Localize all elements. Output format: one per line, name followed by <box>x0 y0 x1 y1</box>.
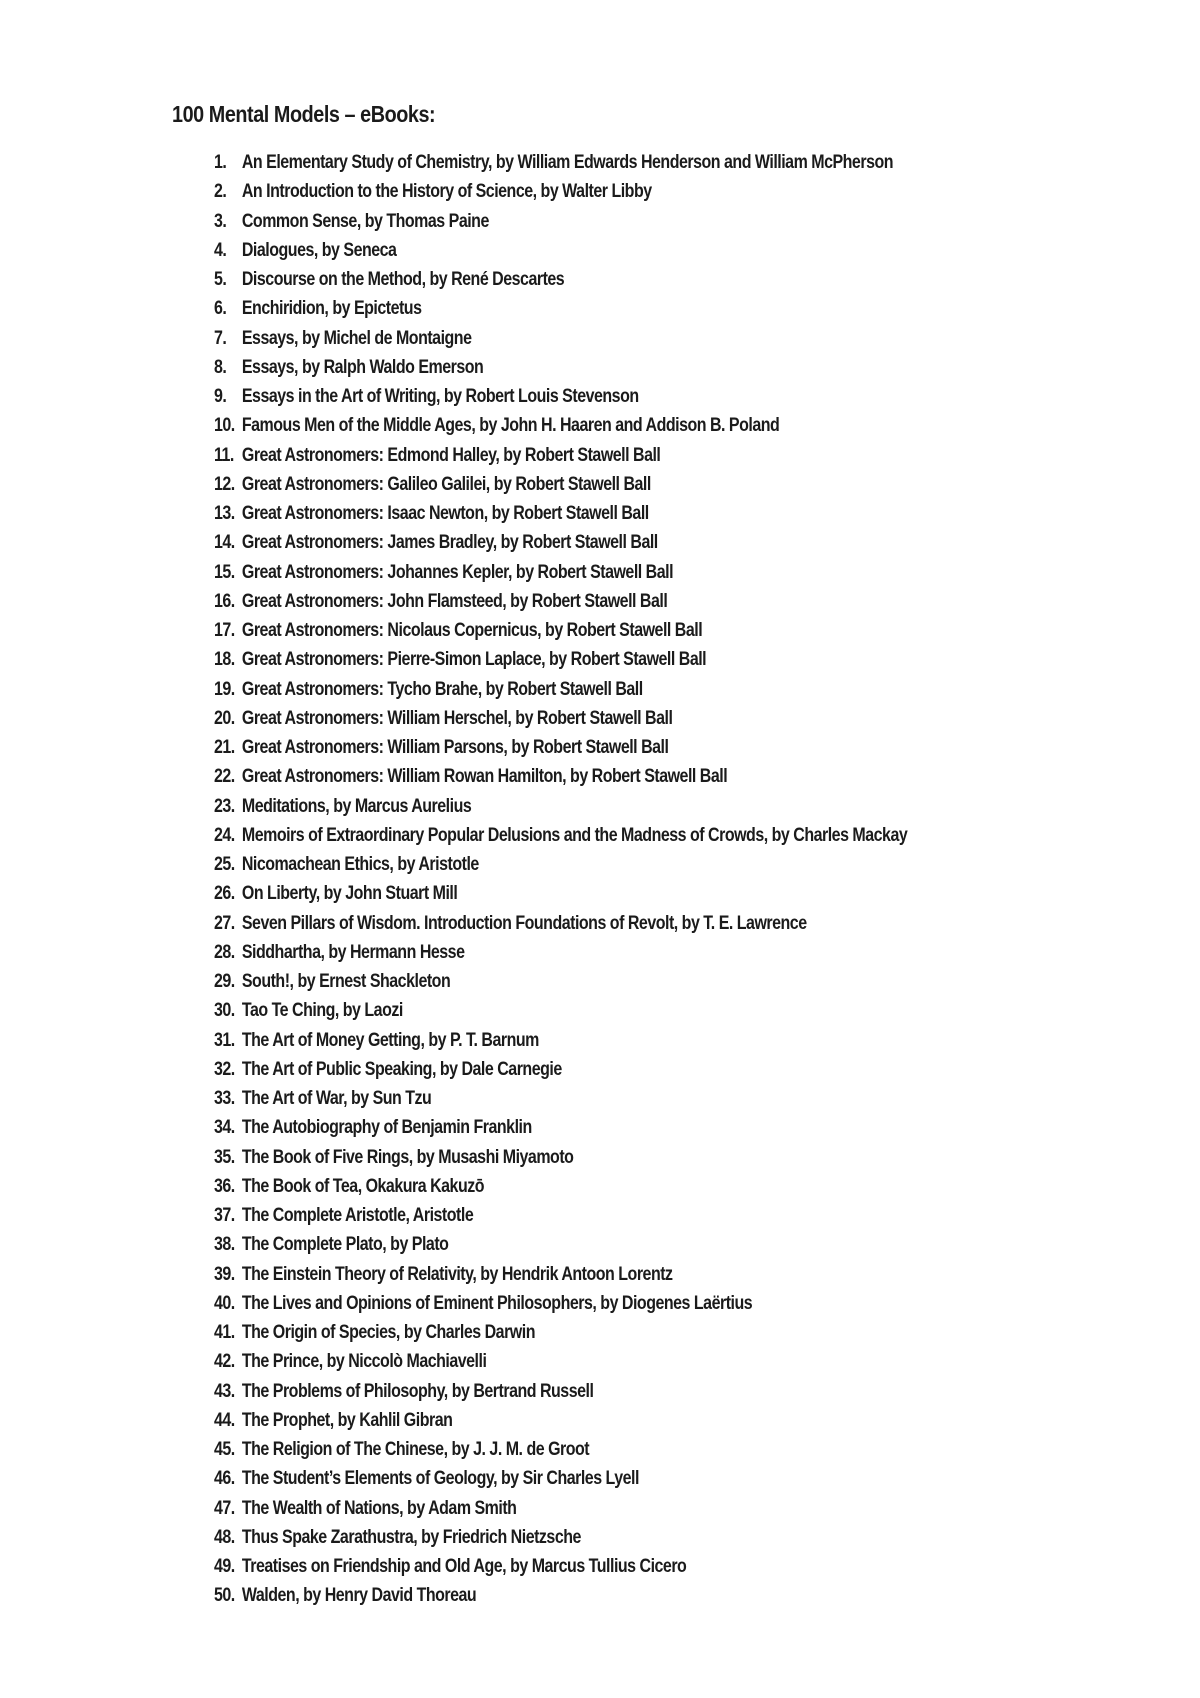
list-item <box>214 1201 907 1230</box>
list-item <box>214 1055 907 1084</box>
list-item-text: Great Astronomers: Isaac Newton, by Robert Stawell Ball <box>241 502 649 524</box>
list-item-number: 40. <box>214 1291 235 1314</box>
list-item-text: Seven Pillars of Wisdom. Introduction Foundations of Revolt, by T. E. Lawrence <box>241 911 807 934</box>
list-item-number: 50. <box>214 1584 235 1607</box>
list-item-number: 30. <box>214 999 235 1022</box>
list-item-number: 15. <box>214 560 235 583</box>
list-item-number: 29. <box>214 970 235 992</box>
list-item-text: Walden, by Henry David Thoreau <box>241 1584 477 1607</box>
list-item-number: 7. <box>214 326 227 349</box>
list-item <box>214 1289 907 1318</box>
list-item <box>214 1318 907 1347</box>
list-item-number: 36. <box>214 1174 235 1197</box>
list-item <box>214 1377 907 1406</box>
list-item <box>214 1552 907 1581</box>
list-item-text: Famous Men of the Middle Ages, by John H. Haaren and Addison B. Poland <box>241 414 780 437</box>
list-item-number: 21. <box>214 736 235 758</box>
list-item-number: 49. <box>214 1555 235 1577</box>
list-item-text: Dialogues, by Seneca <box>241 238 397 261</box>
list-item <box>214 1026 907 1055</box>
list-item-number: 26. <box>214 882 235 905</box>
list-item-text: The Einstein Theory of Relativity, by Hendrik Antoon Lorentz <box>241 1262 673 1285</box>
list-item-number: 8. <box>214 355 227 378</box>
list-item <box>214 294 907 323</box>
list-item-text: Meditations, by Marcus Aurelius <box>241 794 472 817</box>
list-item-text: The Prince, by Niccolò Machiavelli <box>241 1350 487 1373</box>
book-list <box>214 148 1059 1611</box>
list-item-text: Siddhartha, by Hermann Hesse <box>241 940 465 963</box>
list-item <box>214 587 907 616</box>
list-item <box>214 470 907 499</box>
list-item-number: 10. <box>214 414 235 437</box>
list-item <box>214 850 907 879</box>
list-item <box>214 207 907 236</box>
list-item-number: 18. <box>214 648 235 671</box>
list-item-number: 39. <box>214 1262 235 1285</box>
list-item-text: Treatises on Friendship and Old Age, by Marcus Tullius Cicero <box>241 1555 687 1577</box>
list-item <box>214 704 907 733</box>
list-item <box>214 558 907 587</box>
list-item-number: 35. <box>214 1145 235 1168</box>
list-item-text: The Wealth of Nations, by Adam Smith <box>241 1496 517 1519</box>
list-item <box>214 441 907 470</box>
list-item <box>214 528 907 557</box>
list-item <box>214 177 907 206</box>
list-item-text: An Elementary Study of Chemistry, by William Edwards Henderson and William McPherson <box>241 151 894 173</box>
list-item <box>214 1523 907 1552</box>
list-item <box>214 265 907 294</box>
list-item-text: The Problems of Philosophy, by Bertrand Russell <box>241 1379 594 1402</box>
list-item-text: The Student’s Elements of Geology, by Sir Charles Lyell <box>241 1467 639 1490</box>
list-item-number: 1. <box>214 151 227 173</box>
list-item-number: 43. <box>214 1379 235 1402</box>
list-item-text: Discourse on the Method, by René Descartes <box>241 268 565 290</box>
list-item-text: The Complete Plato, by Plato <box>241 1233 449 1256</box>
list-item-number: 9. <box>214 385 227 407</box>
list-item-number: 42. <box>214 1350 235 1373</box>
list-item <box>214 1494 907 1523</box>
list-item <box>214 967 907 996</box>
list-item <box>214 733 907 762</box>
list-item-text: Memoirs of Extraordinary Popular Delusions and the Madness of Crowds, by Charles Mackay <box>241 823 908 846</box>
list-item <box>214 1260 907 1289</box>
list-item-text: Tao Te Ching, by Laozi <box>241 999 403 1022</box>
list-item-text: The Art of Public Speaking, by Dale Carnegie <box>241 1057 562 1080</box>
list-item-number: 25. <box>214 853 235 875</box>
list-item-text: Common Sense, by Thomas Paine <box>241 209 489 232</box>
list-item-number: 24. <box>214 823 235 846</box>
list-item <box>214 1347 907 1376</box>
list-item-text: The Art of Money Getting, by P. T. Barnum <box>241 1028 539 1051</box>
list-item-number: 19. <box>214 677 235 700</box>
list-item <box>214 1172 907 1201</box>
list-item-number: 37. <box>214 1204 235 1226</box>
list-item-text: South!, by Ernest Shackleton <box>241 970 451 992</box>
list-item-number: 20. <box>214 706 235 729</box>
list-item-number: 44. <box>214 1408 235 1431</box>
list-item-number: 41. <box>214 1321 235 1343</box>
list-item-text: Essays, by Ralph Waldo Emerson <box>241 355 484 378</box>
list-item <box>214 353 907 382</box>
list-item-text: The Religion of The Chinese, by J. J. M. de Groot <box>241 1438 590 1460</box>
list-item-text: The Complete Aristotle, Aristotle <box>241 1204 474 1226</box>
list-item-number: 28. <box>214 940 235 963</box>
list-item-number: 12. <box>214 472 235 495</box>
list-item-text: Essays in the Art of Writing, by Robert Louis Stevenson <box>241 385 639 407</box>
list-item-number: 16. <box>214 589 235 612</box>
list-item <box>214 382 907 411</box>
list-item <box>214 1581 907 1610</box>
list-item <box>214 645 907 674</box>
list-item-text: The Prophet, by Kahlil Gibran <box>241 1408 453 1431</box>
list-item-number: 17. <box>214 619 235 641</box>
list-item-number: 4. <box>214 238 227 261</box>
list-item-text: Great Astronomers: Edmond Halley, by Robert Stawell Ball <box>241 443 661 466</box>
list-item-number: 32. <box>214 1057 235 1080</box>
list-item-text: Great Astronomers: James Bradley, by Robert Stawell Ball <box>241 531 658 554</box>
list-item-number: 6. <box>214 297 227 320</box>
list-item <box>214 675 907 704</box>
list-item-text: Nicomachean Ethics, by Aristotle <box>241 853 479 875</box>
list-item-number: 38. <box>214 1233 235 1256</box>
list-item <box>214 236 907 265</box>
list-item <box>214 879 907 908</box>
list-item-text: The Autobiography of Benjamin Franklin <box>241 1116 532 1139</box>
list-item-text: The Art of War, by Sun Tzu <box>241 1087 432 1109</box>
list-item-text: Great Astronomers: Galileo Galilei, by Robert Stawell Ball <box>241 472 651 495</box>
list-item-text: Great Astronomers: William Herschel, by Robert Stawell Ball <box>241 706 673 729</box>
list-item <box>214 909 907 938</box>
list-item-text: The Book of Five Rings, by Musashi Miyamoto <box>241 1145 574 1168</box>
list-item-number: 48. <box>214 1525 235 1548</box>
list-item-number: 31. <box>214 1028 235 1051</box>
list-item-number: 34. <box>214 1116 235 1139</box>
list-item-text: Essays, by Michel de Montaigne <box>241 326 472 349</box>
list-item <box>214 1230 907 1259</box>
list-item-text: The Book of Tea, Okakura Kakuzō <box>241 1174 485 1197</box>
list-item-text: Great Astronomers: John Flamsteed, by Robert Stawell Ball <box>241 589 668 612</box>
list-item-text: Great Astronomers: Johannes Kepler, by Robert Stawell Ball <box>241 560 674 583</box>
list-item <box>214 324 907 353</box>
list-item-text: The Lives and Opinions of Eminent Philosophers, by Diogenes Laërtius <box>241 1291 753 1314</box>
list-item <box>214 411 907 440</box>
list-item-number: 5. <box>214 268 227 290</box>
page-title: 100 Mental Models – eBooks: <box>172 101 436 127</box>
list-item <box>214 1464 907 1493</box>
list-item-number: 13. <box>214 502 235 524</box>
list-item <box>214 762 907 791</box>
list-item-text: An Introduction to the History of Science, by Walter Libby <box>241 180 652 203</box>
list-item <box>214 616 907 645</box>
list-item-number: 3. <box>214 209 227 232</box>
list-item <box>214 1084 907 1113</box>
list-item <box>214 996 907 1025</box>
list-item-number: 27. <box>214 911 235 934</box>
list-item-number: 14. <box>214 531 235 554</box>
list-item-text: Enchiridion, by Epictetus <box>241 297 422 320</box>
list-item-number: 33. <box>214 1087 235 1109</box>
list-item-number: 11. <box>214 443 234 466</box>
list-item-text: On Liberty, by John Stuart Mill <box>241 882 458 905</box>
list-item-number: 47. <box>214 1496 235 1519</box>
list-item <box>214 1143 907 1172</box>
list-item-number: 22. <box>214 765 235 788</box>
list-item-number: 45. <box>214 1438 235 1460</box>
list-item <box>214 821 907 850</box>
list-item <box>214 792 907 821</box>
list-item <box>214 1113 907 1142</box>
list-item-number: 46. <box>214 1467 235 1490</box>
list-item-number: 2. <box>214 180 227 203</box>
list-item <box>214 1406 907 1435</box>
list-item <box>214 148 907 177</box>
list-item-text: Great Astronomers: William Parsons, by Robert Stawell Ball <box>241 736 669 758</box>
list-item-text: Great Astronomers: Tycho Brahe, by Robert Stawell Ball <box>241 677 643 700</box>
list-item-text: Great Astronomers: Pierre-Simon Laplace, by Robert Stawell Ball <box>241 648 707 671</box>
list-item-text: The Origin of Species, by Charles Darwin <box>241 1321 535 1343</box>
list-item <box>214 938 907 967</box>
list-item-text: Great Astronomers: William Rowan Hamilton, by Robert Stawell Ball <box>241 765 728 788</box>
list-item-text: Thus Spake Zarathustra, by Friedrich Nietzsche <box>241 1525 581 1548</box>
list-item <box>214 499 907 528</box>
list-item-text: Great Astronomers: Nicolaus Copernicus, by Robert Stawell Ball <box>241 619 703 641</box>
list-item <box>214 1435 907 1464</box>
list-item-number: 23. <box>214 794 235 817</box>
